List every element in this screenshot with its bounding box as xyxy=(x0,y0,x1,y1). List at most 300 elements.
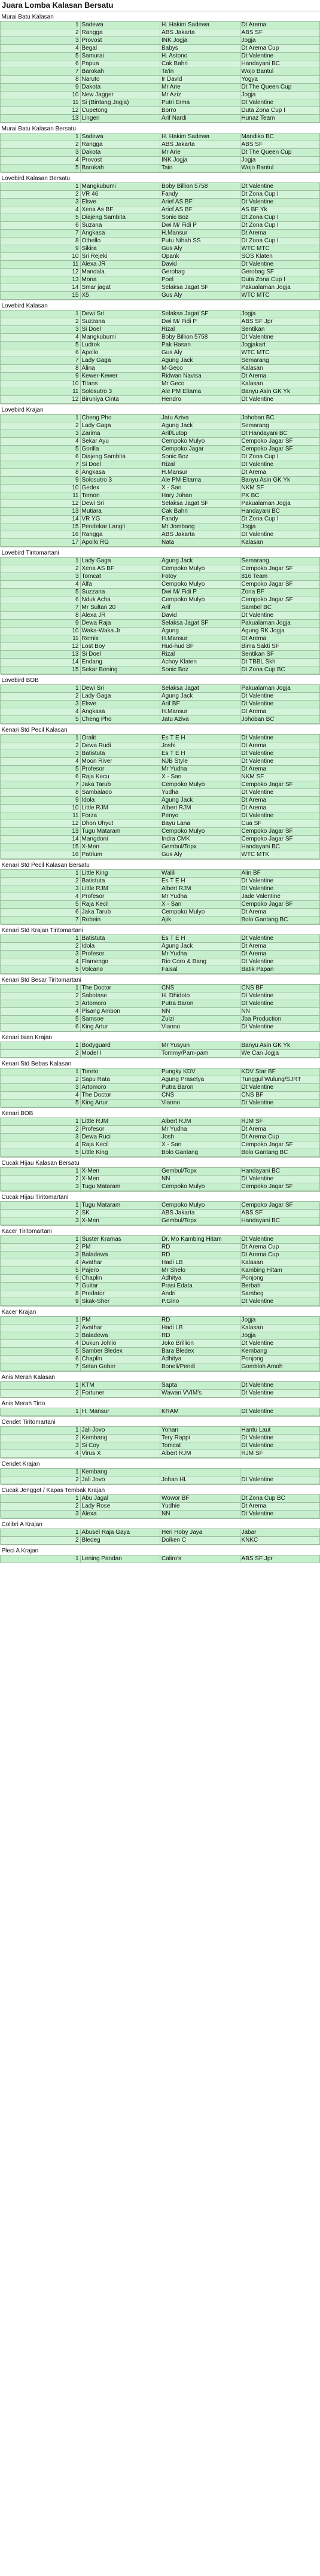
owner-cell: Agung Jack xyxy=(160,558,240,565)
team-cell: Cua SF xyxy=(240,820,320,828)
section-table xyxy=(0,1518,320,1545)
bird-name-cell: King Artur xyxy=(80,1024,160,1031)
team-cell: Pakualaman Jogja xyxy=(240,685,320,693)
table-row xyxy=(1,245,320,253)
bird-name-cell: Chaplin xyxy=(80,1275,160,1283)
rank-cell: 5 xyxy=(1,716,81,724)
owner-cell: ABS Jakarta xyxy=(160,29,240,37)
owner-cell: Wawan VVIM's xyxy=(160,1390,240,1397)
table-row xyxy=(1,53,320,60)
owner-cell: H.Mansur xyxy=(160,469,240,477)
table-row xyxy=(1,1442,320,1450)
table-row xyxy=(1,396,320,404)
table-row xyxy=(1,523,320,531)
team-cell: ABS SF xyxy=(240,141,320,149)
table-row xyxy=(1,516,320,523)
table-row xyxy=(1,789,320,797)
table-row xyxy=(1,430,320,438)
team-cell: WTC MTC xyxy=(240,245,320,253)
bird-name-cell: Endang xyxy=(80,659,160,666)
team-cell: Dt Valentine xyxy=(240,1390,320,1397)
bird-name-cell: Mangdoni xyxy=(80,836,160,844)
owner-cell: Vianno xyxy=(160,1024,240,1031)
bird-name-cell: Lady Gaga xyxy=(80,558,160,565)
bird-name-cell: Raja Kecil xyxy=(80,901,160,909)
bird-name-cell: Forza xyxy=(80,812,160,820)
rank-cell: 13 xyxy=(1,115,81,123)
table-row xyxy=(1,708,320,716)
owner-cell: Pungky KDV xyxy=(160,1068,240,1076)
team-cell: AS BF Yk xyxy=(240,206,320,214)
rank-cell: 4 xyxy=(1,581,81,589)
bird-name-cell: Jali Jovo xyxy=(80,1427,160,1435)
section-title: Cendet Tiritomartani xyxy=(1,1417,320,1427)
owner-cell: David xyxy=(160,261,240,269)
bird-name-cell: Artomoro xyxy=(80,1084,160,1092)
rank-cell: 2 xyxy=(1,318,81,326)
bird-name-cell: Othello xyxy=(80,237,160,245)
owner-cell: Sonic Boz xyxy=(160,214,240,222)
owner-cell: ABS Jakarta xyxy=(160,1210,240,1217)
team-cell: Cempoko Jagar SF xyxy=(240,1183,320,1191)
owner-cell: Cempoko Jagar xyxy=(160,446,240,453)
owner-cell: Mr Jombang xyxy=(160,523,240,531)
owner-cell: Es T E H xyxy=(160,935,240,943)
bird-name-cell: The Doctor xyxy=(80,985,160,992)
team-cell: Dt Arema xyxy=(240,469,320,477)
rank-cell: 1 xyxy=(1,735,81,742)
rank-cell: 2 xyxy=(1,1076,81,1084)
rank-cell: 7 xyxy=(1,916,81,924)
team-cell: ABS SF Jpr xyxy=(240,318,320,326)
table-row xyxy=(1,693,320,701)
table-row xyxy=(1,1202,320,1210)
table-row xyxy=(1,206,320,214)
team-cell: Dt Arema xyxy=(240,805,320,812)
team-cell: Cempoko Jagar SF xyxy=(240,565,320,573)
table-row xyxy=(1,284,320,292)
bird-name-cell: Rangga xyxy=(80,29,160,37)
rank-cell: 1 xyxy=(1,1068,81,1076)
bird-name-cell: Si Doel xyxy=(80,651,160,659)
table-row xyxy=(1,1217,320,1225)
bird-name-cell: Nduk Acha xyxy=(80,596,160,604)
bird-name-cell: Batistuta xyxy=(80,878,160,885)
table-row xyxy=(1,230,320,237)
team-cell: Dt Valentine xyxy=(240,701,320,708)
rank-cell: 2 xyxy=(1,992,81,1000)
bird-name-cell: Alexa JR xyxy=(80,612,160,620)
owner-cell: Prasi Edata xyxy=(160,1283,240,1290)
bird-name-cell: Angkasa xyxy=(80,469,160,477)
owner-cell: Dr. Mo Kambing Hitam xyxy=(160,1236,240,1244)
team-cell: Kembang xyxy=(240,1348,320,1356)
owner-cell: Cempoko Mulyo xyxy=(160,596,240,604)
bird-name-cell: Gorilla xyxy=(80,446,160,453)
bird-name-cell: Pajero xyxy=(80,1267,160,1275)
bird-name-cell: Apollo xyxy=(80,349,160,357)
rank-cell: 5 xyxy=(1,214,81,222)
section-header xyxy=(1,1372,320,1382)
section-header xyxy=(1,675,320,685)
section-header xyxy=(1,173,320,183)
rank-cell: 10 xyxy=(1,92,81,99)
bird-name-cell: Sapu Rata xyxy=(80,1076,160,1084)
team-cell: Dt Valentine xyxy=(240,885,320,893)
table-row xyxy=(1,214,320,222)
team-cell: Tunggul Wulung/SJRT xyxy=(240,1076,320,1084)
section-title: Cendet Krajan xyxy=(1,1458,320,1469)
owner-cell: Mr Arie xyxy=(160,149,240,157)
owner-cell: Indra CMK xyxy=(160,836,240,844)
bird-name-cell: Suzzana xyxy=(80,589,160,596)
bird-name-cell: Si (Bintang Jogja) xyxy=(80,99,160,107)
rank-cell: 3 xyxy=(1,149,81,157)
table-row xyxy=(1,84,320,92)
owner-cell: Caliro's xyxy=(160,1555,240,1563)
rank-cell: 8 xyxy=(1,365,81,373)
section-title: Pleci A Krajan xyxy=(1,1545,320,1555)
owner-cell: Selaksa Jagat SF xyxy=(160,500,240,508)
owner-cell: Gembul/Topx xyxy=(160,844,240,851)
section-title: Kenari Std Pecil Kalasan Bersatu xyxy=(1,860,320,870)
table-row xyxy=(1,766,320,774)
rank-cell: 2 xyxy=(1,1050,81,1058)
bird-name-cell: Diajeng Sambita xyxy=(80,453,160,461)
team-cell: Jogja xyxy=(240,92,320,99)
table-row xyxy=(1,485,320,492)
team-cell: Mandiko BC xyxy=(240,133,320,141)
table-row xyxy=(1,1298,320,1306)
team-cell: Dt The Queen Cup xyxy=(240,149,320,157)
table-row xyxy=(1,531,320,539)
table-row xyxy=(1,1068,320,1076)
table-row xyxy=(1,1183,320,1191)
owner-cell: Andri xyxy=(160,1290,240,1298)
bird-name-cell: Idola xyxy=(80,943,160,951)
team-cell: ABS SF Jpr xyxy=(240,1555,320,1563)
bird-name-cell: Elsve xyxy=(80,199,160,206)
owner-cell: X - San xyxy=(160,901,240,909)
bird-name-cell: Mangkubumi xyxy=(80,334,160,342)
rank-cell: 10 xyxy=(1,380,81,388)
rank-cell: 15 xyxy=(1,292,81,300)
team-cell: NN xyxy=(240,1008,320,1016)
rank-cell: 2 xyxy=(1,1503,81,1511)
team-cell: Agung RK Jogja xyxy=(240,628,320,635)
owner-cell: H.Mansur xyxy=(160,708,240,716)
rank-cell: 3 xyxy=(1,951,81,958)
team-cell: Dt Zona Cup BC xyxy=(240,666,320,674)
rank-cell: 4 xyxy=(1,893,81,901)
rank-cell: 3 xyxy=(1,1134,81,1141)
rank-cell: 4 xyxy=(1,1340,81,1348)
rank-cell: 13 xyxy=(1,276,81,284)
team-cell: RJM SF xyxy=(240,1450,320,1458)
rank-cell: 1 xyxy=(1,935,81,943)
team-cell: Dt Valentine xyxy=(240,735,320,742)
team-cell: Dt Arema xyxy=(240,1503,320,1511)
team-cell: KNKC xyxy=(240,1537,320,1545)
table-row xyxy=(1,222,320,230)
team-cell: Jogjakart xyxy=(240,342,320,349)
bird-name-cell: Baladewa xyxy=(80,1332,160,1340)
team-cell: WTC MTC xyxy=(240,292,320,300)
table-row xyxy=(1,1267,320,1275)
table-row xyxy=(1,1084,320,1092)
team-cell: Dt Arema xyxy=(240,951,320,958)
page-title: Juara Lomba Kalasan Bersatu xyxy=(0,0,320,11)
owner-cell: X - San xyxy=(160,1141,240,1149)
team-cell: Cempoko Jagar SF xyxy=(240,781,320,789)
bird-name-cell: Remix xyxy=(80,635,160,643)
team-cell: Banyu Asin GK Yk xyxy=(240,1042,320,1050)
rank-cell: 4 xyxy=(1,206,81,214)
table-row xyxy=(1,1210,320,1217)
table-row xyxy=(1,492,320,500)
team-cell: Banyu Asin GK Yk xyxy=(240,388,320,396)
team-cell: NKM SF xyxy=(240,485,320,492)
section-table xyxy=(0,1397,320,1416)
table-row xyxy=(1,373,320,380)
team-cell: Dt Valentine xyxy=(240,789,320,797)
rank-cell: 3 xyxy=(1,37,81,45)
rank-cell: 7 xyxy=(1,357,81,365)
team-cell: Dt Zona Cup I xyxy=(240,191,320,199)
owner-cell: Tain xyxy=(160,165,240,172)
owner-cell: Arief AS BF xyxy=(160,206,240,214)
bird-name-cell: Sabotase xyxy=(80,992,160,1000)
table-row xyxy=(1,415,320,422)
table-row xyxy=(1,643,320,651)
table-row xyxy=(1,758,320,766)
owner-cell: Ta'in xyxy=(160,68,240,76)
rank-cell: 6 xyxy=(1,1024,81,1031)
rank-cell: 3 xyxy=(1,750,81,758)
bird-name-cell: Little King xyxy=(80,870,160,878)
bird-name-cell: X-Men xyxy=(80,1176,160,1183)
team-cell: Cempoko Jagar SF xyxy=(240,1141,320,1149)
bird-name-cell: New Jagger xyxy=(80,92,160,99)
owner-cell: Cempoko Mulyo xyxy=(160,581,240,589)
rank-cell: 9 xyxy=(1,797,81,805)
rank-cell: 3 xyxy=(1,1217,81,1225)
team-cell: Dt Zona Cup I xyxy=(240,516,320,523)
team-cell: KDV Star BF xyxy=(240,1068,320,1076)
owner-cell: Rizal xyxy=(160,461,240,469)
rank-cell: 12 xyxy=(1,500,81,508)
rank-cell: 1 xyxy=(1,1118,81,1126)
table-row xyxy=(1,1537,320,1545)
team-cell: Dt Valentine xyxy=(240,992,320,1000)
bird-name-cell: Dewa Raja xyxy=(80,620,160,628)
owner-cell: Adhitya xyxy=(160,1356,240,1363)
bird-name-cell: Si Doel xyxy=(80,461,160,469)
bird-name-cell: Abusel Raja Gaya xyxy=(80,1529,160,1537)
rank-cell: 7 xyxy=(1,230,81,237)
team-cell: Sambeg xyxy=(240,1290,320,1298)
team-cell: Cempoko Jagar SF xyxy=(240,581,320,589)
team-cell: Dt The Queen Cup xyxy=(240,84,320,92)
owner-cell: Mr Geco xyxy=(160,380,240,388)
bird-name-cell: Volcano xyxy=(80,966,160,974)
table-row xyxy=(1,1450,320,1458)
owner-cell: Mr Yusyun xyxy=(160,1042,240,1050)
owner-cell: Jatu Aziva xyxy=(160,716,240,724)
owner-cell: Dwi M/ Fidi P xyxy=(160,589,240,596)
bird-name-cell: Mutiara xyxy=(80,508,160,516)
rank-cell: 6 xyxy=(1,222,81,230)
bird-name-cell: Profesor xyxy=(80,1126,160,1134)
owner-cell: Arif/Lutop xyxy=(160,430,240,438)
owner-cell: Cempoko Mulyo xyxy=(160,909,240,916)
rank-cell: 2 xyxy=(1,1176,81,1183)
team-cell: Cempoko Jagar SF xyxy=(240,836,320,844)
team-cell: Dt Valentine xyxy=(240,461,320,469)
owner-cell: Borro xyxy=(160,107,240,115)
bird-name-cell: Batistuta xyxy=(80,935,160,943)
section-header xyxy=(1,300,320,310)
bird-name-cell: Diajeng Sambita xyxy=(80,214,160,222)
bird-name-cell: Jaka Tarub xyxy=(80,909,160,916)
bird-name-cell: Bodyguard xyxy=(80,1042,160,1050)
owner-cell: Dwi M/ Fidi P xyxy=(160,222,240,230)
team-cell: Jogja xyxy=(240,37,320,45)
table-row xyxy=(1,805,320,812)
table-row xyxy=(1,935,320,943)
rank-cell: 1 xyxy=(1,1317,81,1324)
bird-name-cell: Artomoro xyxy=(80,1000,160,1008)
table-row xyxy=(1,596,320,604)
team-cell: Dt Arema xyxy=(240,797,320,805)
table-row xyxy=(1,276,320,284)
bird-name-cell: Xena As BF xyxy=(80,206,160,214)
rank-cell: 1 xyxy=(1,1382,81,1390)
rank-cell: 16 xyxy=(1,851,81,859)
section-table xyxy=(0,300,320,404)
table-row xyxy=(1,1469,320,1476)
table-row xyxy=(1,1141,320,1149)
team-cell: Pakualaman Jogja xyxy=(240,500,320,508)
table-row xyxy=(1,388,320,396)
bird-name-cell: Lingeri xyxy=(80,115,160,123)
rank-cell: 8 xyxy=(1,469,81,477)
team-cell: Dt Arema xyxy=(240,708,320,716)
owner-cell: Mr Yudha xyxy=(160,893,240,901)
team-cell: Dt Arema Cup xyxy=(240,45,320,53)
owner-cell: Tommy/Pam-pam xyxy=(160,1050,240,1058)
team-cell: Hunaz Team xyxy=(240,115,320,123)
team-cell: Semarang xyxy=(240,357,320,365)
team-cell: Sentikan xyxy=(240,326,320,334)
rank-cell: 9 xyxy=(1,245,81,253)
rank-cell: 3 xyxy=(1,199,81,206)
table-row xyxy=(1,1176,320,1183)
table-row xyxy=(1,1435,320,1442)
bird-name-cell: Cheng Pho xyxy=(80,716,160,724)
table-row xyxy=(1,716,320,724)
owner-cell: H. Astono xyxy=(160,53,240,60)
team-cell: Jabar xyxy=(240,1529,320,1537)
bird-name-cell: Apollo RG xyxy=(80,539,160,547)
table-row xyxy=(1,1042,320,1050)
rank-cell: 5 xyxy=(1,1016,81,1024)
team-cell: Dt Valentine xyxy=(240,1236,320,1244)
bird-name-cell: Suzzana xyxy=(80,318,160,326)
bird-name-cell: Bledeg xyxy=(80,1537,160,1545)
section-title: Kenari BOB xyxy=(1,1108,320,1118)
team-cell: Pakualaman Jogja xyxy=(240,284,320,292)
owner-cell: NN xyxy=(160,1176,240,1183)
bird-name-cell: Oralit xyxy=(80,735,160,742)
rank-cell: 1 xyxy=(1,558,81,565)
bird-name-cell: Profesor xyxy=(80,893,160,901)
bird-name-cell: Sekar Ayu xyxy=(80,438,160,446)
owner-cell: Selaksa Jagat SF xyxy=(160,284,240,292)
owner-cell: Sonic Boz xyxy=(160,453,240,461)
owner-cell: Putra Baron xyxy=(160,1084,240,1092)
table-row xyxy=(1,565,320,573)
owner-cell: Pak Hasan xyxy=(160,342,240,349)
owner-cell: Ale PM Eltama xyxy=(160,388,240,396)
bird-name-cell: Naruto xyxy=(80,76,160,84)
section-title: Anis Merah Kalasan xyxy=(1,1372,320,1382)
rank-cell: 3 xyxy=(1,885,81,893)
rank-cell: 7 xyxy=(1,1363,81,1371)
table-row xyxy=(1,1427,320,1435)
team-cell: Cempoko Jagar SF xyxy=(240,828,320,836)
owner-cell: Putri Erma xyxy=(160,99,240,107)
rank-cell: 6 xyxy=(1,1356,81,1363)
team-cell: Pakualaman Jogja xyxy=(240,620,320,628)
section-table xyxy=(0,1545,320,1563)
team-cell: Sambel BC xyxy=(240,604,320,612)
team-cell: ABS SF xyxy=(240,29,320,37)
rank-cell: 2 xyxy=(1,878,81,885)
owner-cell: Nata xyxy=(160,539,240,547)
table-row xyxy=(1,438,320,446)
bird-name-cell: Chaplin xyxy=(80,1356,160,1363)
bird-name-cell: Little King xyxy=(80,1149,160,1157)
owner-cell: Hendro xyxy=(160,396,240,404)
team-cell: Dt Zona Cup BC xyxy=(240,1495,320,1503)
table-row xyxy=(1,901,320,909)
table-row xyxy=(1,1236,320,1244)
rank-cell: 4 xyxy=(1,708,81,716)
rank-cell: 7 xyxy=(1,68,81,76)
owner-cell: Bayu Lana xyxy=(160,820,240,828)
table-row xyxy=(1,115,320,123)
rank-cell: 12 xyxy=(1,820,81,828)
section-header xyxy=(1,1108,320,1118)
owner-cell: Mr Yudha xyxy=(160,951,240,958)
rank-cell: 1 xyxy=(1,1236,81,1244)
team-cell: Dt Valentine xyxy=(240,1340,320,1348)
owner-cell: Cempoko Mulyo xyxy=(160,781,240,789)
table-row xyxy=(1,22,320,29)
bird-name-cell: Dewi Sri xyxy=(80,500,160,508)
bird-name-cell: Profesor xyxy=(80,766,160,774)
owner-cell: Yudha xyxy=(160,789,240,797)
owner-cell: H.Mansur xyxy=(160,635,240,643)
team-cell: Duta Zona Cup I xyxy=(240,276,320,284)
rank-cell: 7 xyxy=(1,604,81,612)
rank-cell: 15 xyxy=(1,523,81,531)
bird-name-cell: Smar jagat xyxy=(80,284,160,292)
owner-cell: Es T E H xyxy=(160,878,240,885)
rank-cell: 7 xyxy=(1,1283,81,1290)
owner-cell: Mr Shelo xyxy=(160,1267,240,1275)
